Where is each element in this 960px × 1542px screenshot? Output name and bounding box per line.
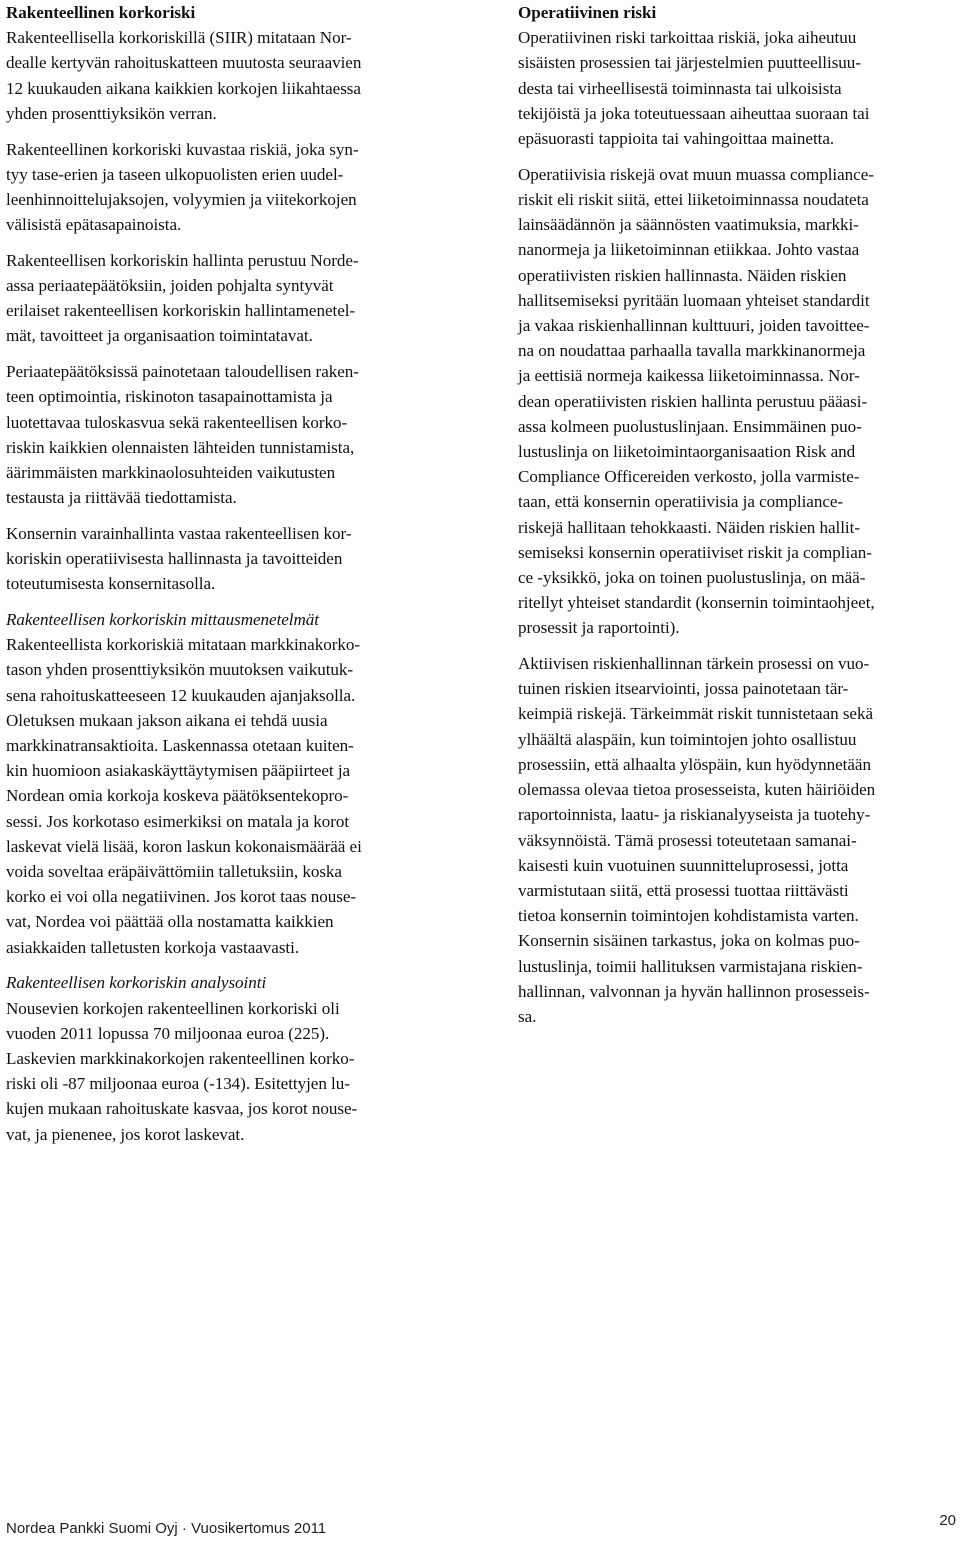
text-line: sessi. Jos korkotaso esimerkiksi on matala ja korot [6, 811, 350, 831]
paragraph [6, 248, 446, 349]
text-line: hallinnan, valvonnan ja hyvän hallinnon prosesseis- [518, 981, 870, 1001]
text-line: taan, että konsernin operatiivisia ja compliance- [518, 492, 844, 512]
text-line: ylhäältä alaspäin, kun toimintojen johto osallistuu [518, 729, 857, 749]
section-structural-interest-rate-risk [6, 0, 446, 596]
text-line: lustuslinja, toimii hallituksen varmistajana riskien- [518, 956, 863, 976]
text-line: prosessit ja raportointi). [518, 618, 680, 638]
text-line: Rakenteellinen korkoriski kuvastaa riskiä, joka syn- [6, 139, 359, 159]
text-line: riskejä hallitaan tehokkaasti. Näiden riskien hallit- [518, 517, 860, 537]
text-line: varmistutaan siitä, että prosessi tuottaa riittävästi [518, 880, 849, 900]
text-line: desta tai virheellisestä toiminnasta tai ulkoisista [518, 78, 842, 98]
right-column [518, 0, 960, 1029]
text-line: nanormeja ja liiketoiminnan etiikkaa. Johto vastaa [518, 240, 860, 260]
text-line: Oletuksen mukaan jakson aikana ei tehdä uusia [6, 710, 328, 730]
text-line: vat, ja pienenee, jos korot laskevat. [6, 1124, 245, 1144]
text-line: prosessiin, että alhaalta ylöspäin, kun hyödynnetään [518, 754, 871, 774]
text-line: kaisesti kuin vuotuinen suunnitteluprosessi, jotta [518, 855, 849, 875]
text-line: 12 kuukauden aikana kaikkien korkojen liikahtaessa [6, 78, 361, 98]
text-line: riskit eli riskit siitä, ettei liiketoiminnassa noudateta [518, 189, 869, 209]
text-line: Operatiivinen riski tarkoittaa riskiä, joka aiheutuu [518, 28, 857, 48]
section-heading: Operatiivinen riski [518, 3, 657, 22]
page-number: 20 [939, 1512, 956, 1529]
text-line: Aktiivisen riskienhallinnan tärkein prosessi on vuo- [518, 654, 870, 674]
text-line: epäsuorasti tappioita tai vahingoittaa mainetta. [518, 129, 835, 149]
text-line: sena rahoituskatteeseen 12 kuukauden ajanjaksolla. [6, 685, 356, 705]
text-line: riskin kaikkien olennaisten lähteiden tunnistamista, [6, 437, 355, 457]
text-line: tuinen riskien itsearviointi, jossa painotetaan tär- [518, 679, 849, 699]
text-line: Rakenteellisen korkoriskin hallinta perustuu Norde- [6, 250, 359, 270]
text-line: tietoa konsernin toimintojen kohdistamista varten. [518, 906, 859, 926]
text-line: testausta ja riittävää tiedottamista. [6, 488, 237, 508]
text-line: asiakkaiden talletusten korkoja vastaavasti. [6, 937, 300, 957]
text-line: tekijöistä ja joka toteutuessaan aiheuttaa suoraan tai [518, 103, 870, 123]
paragraph [518, 25, 960, 151]
text-line: Compliance Officereiden verkosto, jolla varmiste- [518, 467, 860, 487]
text-line: välisistä epätasapainoista. [6, 215, 182, 235]
text-line: korko ei voi olla negatiivinen. Jos korot taas nouse- [6, 887, 357, 907]
text-line: raportoinnista, laatu- ja riskianalyyseista ja tuotehy- [518, 805, 871, 825]
text-line: hallitsemiseksi pyritään luomaan yhteiset standardit [518, 290, 870, 310]
text-line: riski oli -87 miljoonaa euroa (-134). Esitettyjen lu- [6, 1074, 350, 1094]
text-line: Periaatepäätöksissä painotetaan taloudellisen raken- [6, 362, 359, 382]
text-line: vuoden 2011 lopussa 70 miljoonaa euroa (225). [6, 1023, 330, 1043]
text-line: sa. [518, 1006, 537, 1026]
left-column [6, 0, 446, 1147]
text-line: kujen mukaan rahoituskate kasvaa, jos korot nouse- [6, 1099, 358, 1119]
paragraph [6, 25, 446, 126]
text-line: dealle kertyvän rahoituskatteen muutosta seuraavien [6, 53, 362, 73]
text-line: Konsernin sisäinen tarkastus, joka on kolmas puo- [518, 931, 860, 951]
text-line: erilaiset rakenteellisen korkoriskin hallintamenetel- [6, 301, 356, 321]
text-line: lustuslinja on liiketoimintaorganisaation Risk and [518, 441, 856, 461]
text-line: olemassa olevaa tietoa prosesseista, kuten häiriöiden [518, 780, 876, 800]
text-line: Rakenteellisella korkoriskillä (SIIR) mitataan Nor- [6, 28, 352, 48]
paragraph [6, 137, 446, 238]
footer-publisher: Nordea Pankki Suomi Oyj · Vuosikertomus 2011 [6, 1520, 327, 1537]
text-line: tyy tase-erien ja taseen ulkopuolisten erien uudel- [6, 164, 344, 184]
paragraph [6, 632, 446, 960]
section-heading: Rakenteellisen korkoriskin mittausmenetelmät [6, 609, 319, 629]
text-line: keimpiä riskejä. Tärkeimmät riskit tunnistetaan sekä [518, 704, 874, 724]
paragraph [518, 651, 960, 1029]
section-analysis [6, 970, 446, 1146]
text-line: ce -yksikkö, joka on toinen puolustuslinja, on mää- [518, 567, 866, 587]
text-line: ritellyt yhteiset standardit (konsernin toimintaohjeet, [518, 593, 875, 613]
text-line: leenhinnoittelujaksojen, volyymien ja viitekorkojen [6, 189, 357, 209]
paragraph [6, 521, 446, 597]
text-line: toteutumisesta konsernitasolla. [6, 574, 216, 594]
text-line: dean operatiivisten riskien hallinta perustuu pääasi- [518, 391, 868, 411]
text-line: assa kolmeen puolustuslinjaan. Ensimmäinen puo- [518, 416, 862, 436]
text-line: operatiivisten riskien hallinnasta. Näiden riskien [518, 265, 847, 285]
text-line: Nordean omia korkoja koskeva päätöksentekopro- [6, 786, 349, 806]
text-line: kin huomioon asiakaskäyttäytymisen pääpiirteet ja [6, 761, 351, 781]
text-line: Nousevien korkojen rakenteellinen korkoriski oli [6, 998, 340, 1018]
text-line: laskevat vielä lisää, koron laskun kokonaismäärää ei [6, 836, 362, 856]
section-heading: Rakenteellinen korkoriski [6, 3, 196, 22]
text-line: sisäisten prosessien tai järjestelmien puutteellisuu- [518, 53, 861, 73]
text-line: Operatiivisia riskejä ovat muun muassa compliance- [518, 164, 874, 184]
text-line: mät, tavoitteet ja organisaation toimintatavat. [6, 326, 313, 346]
text-line: Konsernin varainhallinta vastaa rakenteellisen kor- [6, 523, 352, 543]
text-line: yhden prosenttiyksikön verran. [6, 103, 217, 123]
section-operational-risk [518, 0, 960, 1029]
text-line: tason yhden prosenttiyksikön muutoksen vaikutuk- [6, 660, 354, 680]
text-line: assa periaatepäätöksiin, joiden pohjalta syntyvät [6, 276, 334, 296]
text-line: ja eettisiä normeja kaikessa liiketoiminnassa. Nor- [518, 366, 860, 386]
text-line: teen optimointia, riskinoton tasapainottamista ja [6, 387, 333, 407]
text-line: semiseksi konsernin operatiiviset riskit ja complian- [518, 542, 872, 562]
text-line: markkinatransaktioita. Laskennassa otetaan kuiten- [6, 735, 354, 755]
text-line: voida soveltaa eräpäivättömiin talletuksiin, koska [6, 862, 342, 881]
text-line: koriskin operatiivisesta hallinnasta ja tavoitteiden [6, 549, 343, 569]
text-line: äärimmäisten markkinaolosuhteiden vaikutusten [6, 462, 336, 482]
text-line: luotettavaa tuloskasvua sekä rakenteellisen korko- [6, 412, 348, 432]
text-line: Rakenteellista korkoriskiä mitataan markkinakorko- [6, 635, 360, 655]
text-line: Laskevien markkinakorkojen rakenteellinen korko- [6, 1048, 355, 1068]
text-line: väksynnöistä. Tämä prosessi toteutetaan samanai- [518, 830, 857, 850]
text-line: na on noudattaa parhaalla tavalla markkinanormeja [518, 341, 866, 361]
paragraph [518, 162, 960, 641]
section-measurement-methods [6, 607, 446, 960]
text-line: ja vakaa riskienhallinnan kulttuuri, joiden tavoittee- [518, 315, 870, 335]
paragraph [6, 359, 446, 510]
text-line: lainsäädännön ja säännösten vaatimuksia, markki- [518, 215, 859, 235]
paragraph [6, 996, 446, 1147]
section-heading: Rakenteellisen korkoriskin analysointi [6, 973, 267, 993]
text-line: vat, Nordea voi päättää olla nostamatta kaikkien [6, 912, 334, 932]
